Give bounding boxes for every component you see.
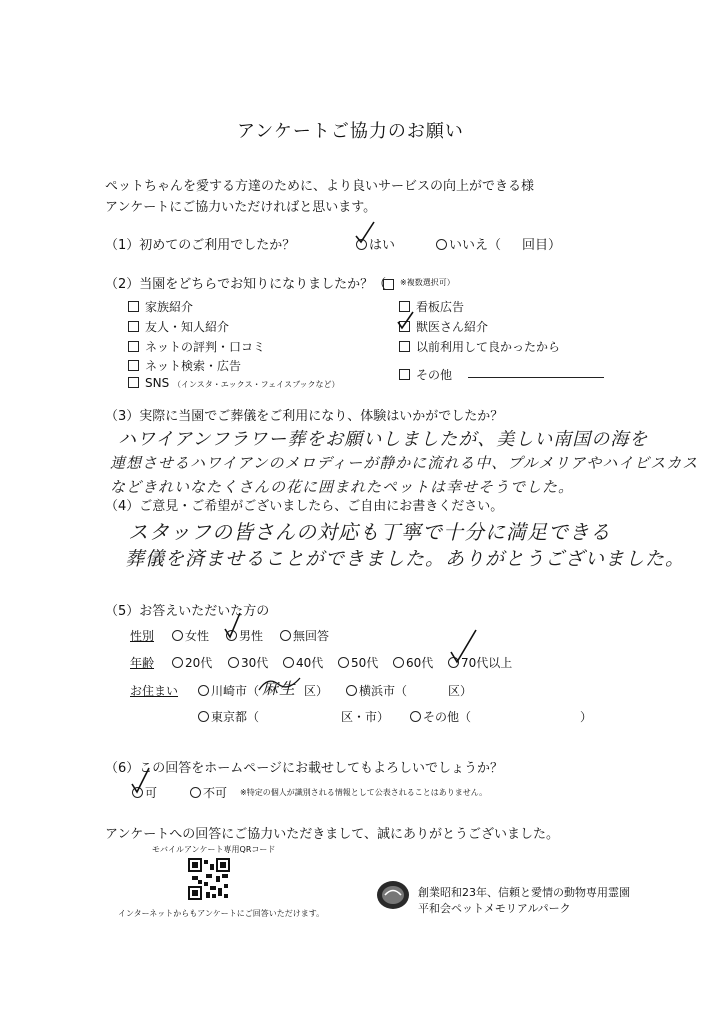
gender-none-option[interactable]: 無回答 (280, 627, 329, 644)
checkbox-icon (383, 279, 394, 290)
checkbox-icon (128, 360, 139, 371)
q6-note: ※特定の個人が識別される情報として公表されることはありません。 (240, 788, 488, 797)
q6-checkmark-icon (131, 768, 153, 794)
q4-label: （4）ご意見・ご希望がございましたら、ご自由にお書きください。 (105, 499, 504, 514)
checkbox-icon (399, 301, 410, 312)
q3-label: （3）実際に当園でご葬儀をご利用になり、体験はいかがでしたか？ (105, 409, 504, 424)
checkbox-icon (399, 369, 410, 380)
address-tokyo-option[interactable]: 東京都（ (198, 708, 259, 725)
age-40s-option[interactable]: 40代 (283, 654, 323, 671)
org-name: 平和会ペットメモリアルパーク (418, 902, 571, 915)
internet-note: インターネットからもアンケートにご回答いただけます。 (118, 909, 325, 918)
radio-circle-icon (228, 657, 239, 668)
radio-circle-icon (172, 630, 183, 641)
q1-count-label: 回目） (522, 238, 562, 253)
q6-no-option[interactable]: 不可 (190, 784, 227, 801)
q1-label: （1）初めてのご利用でしたか？ (105, 238, 296, 253)
gender-female-option[interactable]: 女性 (172, 627, 209, 644)
org-tagline: 創業昭和23年、信頼と愛情の動物専用霊園 (418, 886, 630, 899)
radio-circle-icon (346, 685, 357, 696)
age-70s-plus-option[interactable]: 70代以上 (448, 654, 512, 671)
address-yokohama-option[interactable]: 横浜市（ (346, 682, 407, 699)
checkbox-icon (128, 341, 139, 352)
q2-option-vet[interactable]: 獣医さん紹介 (399, 318, 488, 335)
gender-checkmark-icon (224, 613, 244, 639)
q2-label: （2）当園をどちらでお知りになりましたか？（ (105, 277, 387, 292)
q4-answer-line-2: 葬儀を済ませることができました。ありがとうございました。 (125, 548, 686, 570)
q2-option-search[interactable]: ネット検索・広告 (128, 357, 241, 374)
q2-vet-checkmark-icon (397, 312, 417, 332)
qr-code-icon[interactable] (188, 858, 230, 900)
q6-yes-option[interactable]: 可 (132, 784, 157, 801)
q4-answer-line-1: スタッフの皆さんの対応も丁寧で十分に満足できる (128, 520, 611, 544)
checkbox-icon (128, 321, 139, 332)
age-30s-option[interactable]: 30代 (228, 654, 268, 671)
q1-no-option[interactable]: いいえ（ (436, 234, 501, 253)
radio-circle-icon (436, 239, 447, 250)
address-checkmark-icon (258, 674, 302, 696)
qr-caption: モバイルアンケート専用QRコード (152, 845, 276, 854)
checkbox-icon (128, 301, 139, 312)
q3-answer-line-2: 連想させるハワイアンのメロディーが静かに流れる中、プルメリアやハイビスカス (110, 454, 699, 472)
q3-answer-line-3: などきれいなたくさんの花に囲まれたペットは幸せそうでした。 (110, 478, 575, 496)
radio-circle-icon (198, 685, 209, 696)
kawasaki-ward-answer: 麻生 (262, 679, 297, 698)
address-kawasaki-option[interactable]: 川崎市（ (198, 682, 259, 699)
radio-circle-icon (338, 657, 349, 668)
address-label: お住まい (130, 684, 179, 698)
q6-label: （6）この回答をホームページにお載せしてもよろしいでしょうか？ (105, 761, 504, 776)
q2-check-sample (383, 274, 400, 293)
q1-checkmark-icon (354, 222, 378, 246)
age-label: 年齢 (130, 656, 155, 670)
radio-circle-icon (172, 657, 183, 668)
radio-circle-icon (393, 657, 404, 668)
q2-option-family[interactable]: 家族紹介 (128, 298, 193, 315)
q5-label: （5）お答えいただいた方の (105, 604, 270, 619)
tokyo-ku-label: 区・市） (341, 710, 390, 724)
kawasaki-ku-label: 区） (304, 684, 329, 698)
radio-circle-icon (280, 630, 291, 641)
memorial-park-logo-icon (376, 880, 410, 910)
age-20s-option[interactable]: 20代 (172, 654, 212, 671)
thanks-message: アンケートへの回答にご協力いただきまして、誠にありがとうございました。 (105, 827, 559, 842)
radio-circle-icon (410, 711, 421, 722)
gender-label: 性別 (130, 629, 155, 643)
address-other-option[interactable]: その他（ (410, 708, 471, 725)
radio-circle-icon (198, 711, 209, 722)
age-checkmark-icon (450, 630, 480, 666)
intro-line-2: アンケートにご協力いただければと思います。 (105, 200, 377, 215)
q2-option-other[interactable]: その他 (399, 366, 452, 383)
q1-yes-option[interactable]: はい (356, 234, 395, 253)
yokohama-ku-label: 区） (448, 684, 473, 698)
page-title: アンケートご協力のお願い (237, 121, 464, 142)
q2-option-signboard[interactable]: 看板広告 (399, 298, 464, 315)
gender-male-option[interactable]: 男性 (226, 627, 263, 644)
q2-option-reviews[interactable]: ネットの評判・口コミ (128, 338, 265, 355)
q2-option-friend[interactable]: 友人・知人紹介 (128, 318, 229, 335)
checkbox-icon (399, 341, 410, 352)
q2-multi-note: ※複数選択可） (400, 278, 455, 287)
address-other-close: ） (580, 710, 593, 724)
radio-circle-icon (190, 787, 201, 798)
q3-answer-line-1: ハワイアンフラワー葬をお願いしましたが、美しい南国の海を (118, 429, 649, 450)
checkbox-icon (128, 377, 139, 388)
age-60s-option[interactable]: 60代 (393, 654, 433, 671)
q2-other-blank[interactable] (468, 377, 604, 378)
radio-circle-icon (283, 657, 294, 668)
age-50s-option[interactable]: 50代 (338, 654, 378, 671)
intro-line-1: ペットちゃんを愛する方達のために、より良いサービスの向上ができる様 (105, 179, 535, 194)
q2-option-previous[interactable]: 以前利用して良かったから (399, 338, 560, 355)
q2-option-sns[interactable]: SNS （インスタ・エックス・フェイスブックなど） (128, 376, 340, 390)
